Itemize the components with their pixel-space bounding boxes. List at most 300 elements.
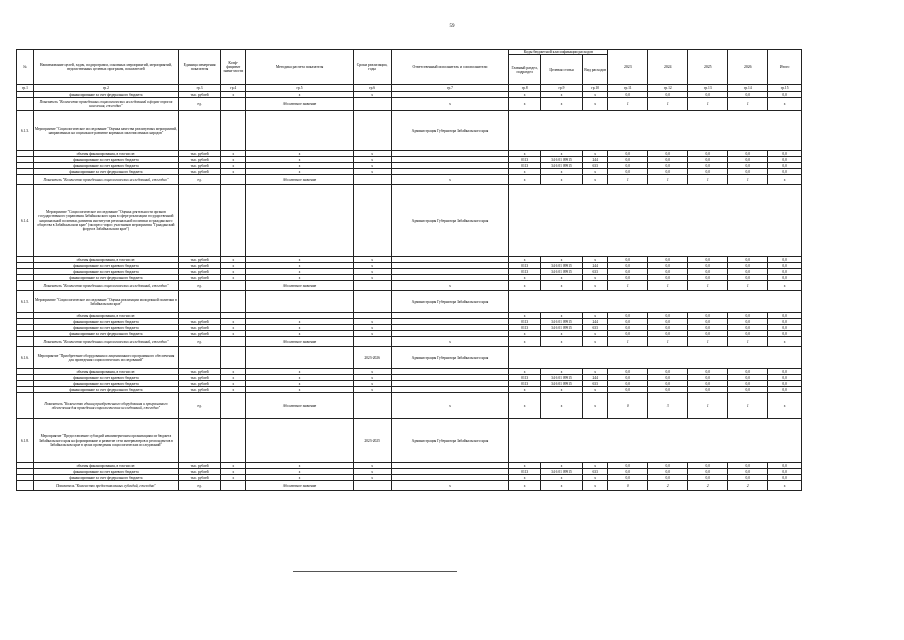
table-cell: 0,0 — [768, 369, 802, 375]
table-cell: х — [509, 275, 541, 281]
table-cell: х — [540, 313, 582, 319]
table-cell: х — [540, 257, 582, 263]
table-cell: 0,0 — [768, 375, 802, 381]
table-cell: 0,0 — [648, 275, 688, 281]
table-cell: 0,0 — [728, 475, 768, 481]
table-cell: 0,0 — [728, 331, 768, 337]
table-cell: 1 — [728, 337, 768, 347]
colnum: гр.15 — [768, 85, 802, 92]
table-cell: х — [221, 275, 246, 281]
table-cell — [246, 111, 353, 151]
indicator-label: Показатель "Количество проведенных социологических исследований, ежегодно" — [33, 337, 178, 347]
measure-row — [17, 419, 802, 463]
table-cell — [17, 337, 34, 347]
colnum: гр.3 — [179, 85, 221, 92]
table-cell — [17, 175, 34, 185]
table-cell: х — [246, 325, 353, 331]
table-cell: 0,0 — [608, 257, 648, 263]
table-cell: х — [583, 169, 608, 175]
table-cell: 0,0 — [648, 331, 688, 337]
table-cell: 34 6 01 09915 — [540, 269, 582, 275]
table-cell: х — [246, 319, 353, 325]
table-cell: х — [221, 325, 246, 331]
table-cell: 1 — [608, 337, 648, 347]
table-cell: тыс. рублей — [179, 275, 221, 281]
table-cell: 34 6 01 09915 — [540, 319, 582, 325]
table-cell: тыс. рублей — [179, 469, 221, 475]
table-cell: 244 — [583, 375, 608, 381]
table-cell: х — [221, 463, 246, 469]
table-cell: х — [221, 157, 246, 163]
table-cell: х — [583, 475, 608, 481]
table-cell: х — [353, 263, 391, 269]
table-cell: х — [391, 337, 509, 347]
measure-num: 6.1.5. — [17, 291, 34, 313]
table-cell: х — [221, 469, 246, 475]
table-cell: 0,0 — [728, 381, 768, 387]
table-cell: 0,0 — [688, 463, 728, 469]
table-cell: 0,0 — [608, 475, 648, 481]
table-cell: 1 — [728, 281, 768, 291]
indicator-row — [17, 98, 802, 111]
table-cell: 0,0 — [728, 169, 768, 175]
executor: Администрация Губернатора Забайкальского края — [391, 185, 509, 257]
table-cell: 0,0 — [768, 92, 802, 98]
table-cell: 0113 — [509, 163, 541, 169]
table-cell: х — [583, 275, 608, 281]
table-cell: х — [509, 175, 541, 185]
table-cell: х — [221, 92, 246, 98]
table-cell: х — [540, 169, 582, 175]
colnum: гр.4 — [221, 85, 246, 92]
table-cell: 1 — [608, 175, 648, 185]
table-cell: 0,0 — [688, 275, 728, 281]
indicator-label: Показатель "Количество проведенных социологических исследований, ежегодно" — [33, 281, 178, 291]
table-cell: 0,0 — [648, 263, 688, 269]
table-cell: 0,0 — [608, 375, 648, 381]
table-cell: Абсолютное значение — [246, 393, 353, 419]
footer-divider — [293, 571, 457, 572]
table-cell: тыс. рублей — [179, 163, 221, 169]
table-cell: х — [353, 381, 391, 387]
table-cell: 0,0 — [728, 163, 768, 169]
table-cell: 0,0 — [728, 157, 768, 163]
table-cell: 0,0 — [768, 387, 802, 393]
table-cell: 0,0 — [648, 257, 688, 263]
table-cell: х — [246, 387, 353, 393]
table-cell: 0,0 — [728, 257, 768, 263]
table-cell: 34 6 01 09915 — [540, 381, 582, 387]
table-cell: 633 — [583, 469, 608, 475]
table-cell: 0113 — [509, 157, 541, 163]
table-cell: 0,0 — [688, 269, 728, 275]
table-cell: х — [540, 98, 582, 111]
table-cell: объемы финансирования, в том числе: — [33, 257, 178, 263]
table-cell — [509, 347, 802, 369]
colnum: гр.12 — [648, 85, 688, 92]
table-cell: х — [353, 257, 391, 263]
table-cell: 0,0 — [728, 151, 768, 157]
table-cell: х — [391, 481, 509, 491]
table-cell: 0,0 — [608, 92, 648, 98]
table-cell — [509, 111, 802, 151]
table-cell: х — [540, 337, 582, 347]
table-cell: х — [509, 393, 541, 419]
table-cell: х — [221, 369, 246, 375]
table-cell: х — [583, 281, 608, 291]
table-cell: 0,0 — [648, 151, 688, 157]
table-cell: финансирование за счет федерального бюджета — [33, 169, 178, 175]
table-cell: х — [246, 257, 353, 263]
table-cell: 0,0 — [648, 475, 688, 481]
table-cell — [17, 393, 34, 419]
table-cell: х — [583, 337, 608, 347]
table-cell: ед. — [179, 337, 221, 347]
table-cell: х — [540, 475, 582, 481]
table-cell: 0,0 — [608, 319, 648, 325]
table-cell: ед. — [179, 393, 221, 419]
table-cell: х — [768, 481, 802, 491]
header-2026: 2026 — [728, 50, 768, 85]
measure-num: 6.1.8. — [17, 419, 34, 463]
measure-terms: 2023-2025 — [353, 419, 391, 463]
table-cell — [353, 111, 391, 151]
header-gr-razdel: Главный раздел, подраздел — [509, 55, 541, 85]
table-cell: 633 — [583, 325, 608, 331]
table-cell: 0,0 — [728, 375, 768, 381]
table-cell: 0,0 — [728, 263, 768, 269]
table-cell: финансирование за счет федерального бюджета — [33, 475, 178, 481]
table-cell: 1 — [648, 337, 688, 347]
table-cell: тыс. рублей — [179, 325, 221, 331]
table-cell — [179, 291, 221, 313]
table-cell — [179, 419, 221, 463]
table-cell — [17, 281, 34, 291]
table-cell: 0,0 — [688, 169, 728, 175]
table-cell: 0,0 — [768, 257, 802, 263]
table-cell: 34 6 01 09915 — [540, 163, 582, 169]
table-cell: 0,0 — [688, 369, 728, 375]
table-cell: финансирование за счет федерального бюджета — [33, 331, 178, 337]
table-cell: 0,0 — [728, 369, 768, 375]
table-cell: х — [583, 331, 608, 337]
table-cell: тыс. рублей — [179, 331, 221, 337]
header-target: Целевая статья — [540, 55, 582, 85]
table-cell: х — [246, 151, 353, 157]
table-cell: 0,0 — [768, 163, 802, 169]
table-cell: х — [509, 169, 541, 175]
header-2023: 2023 — [608, 50, 648, 85]
table-cell: тыс. рублей — [179, 375, 221, 381]
table-cell: ед. — [179, 175, 221, 185]
table-cell: х — [540, 369, 582, 375]
table-cell: 0,0 — [768, 275, 802, 281]
measure-terms: 2023-2026 — [353, 347, 391, 369]
table-cell: х — [353, 92, 391, 98]
table-cell — [353, 98, 391, 111]
indicator-row — [17, 281, 802, 291]
table-cell: объемы финансирования, в том числе: — [33, 463, 178, 469]
table-cell: х — [583, 393, 608, 419]
measure-title: Мероприятие "Социологическое исследование "Оценка качества реализуемых мероприятий, направленных на социальное развитие коренных малочисленных народов" — [33, 111, 178, 151]
indicator-label: Показатель "Количество проведенных социологических исследований в форме опросов населения, ежегодно" — [33, 98, 178, 111]
table-cell: х — [246, 469, 353, 475]
table-cell: 0,0 — [608, 313, 648, 319]
indicator-row — [17, 337, 802, 347]
table-cell: х — [246, 463, 353, 469]
table-cell: 0,0 — [688, 319, 728, 325]
table-cell: 0,0 — [728, 269, 768, 275]
table-cell: финансирование за счет краевого бюджета — [33, 469, 178, 475]
table-cell: 1 — [688, 393, 728, 419]
colnum: гр.10 — [583, 85, 608, 92]
table-cell: 1 — [608, 98, 648, 111]
colnum: гр.1 — [17, 85, 34, 92]
table-cell: х — [768, 98, 802, 111]
table-cell: 0,0 — [648, 169, 688, 175]
table-cell: х — [221, 151, 246, 157]
table-cell: 0,0 — [688, 313, 728, 319]
table-cell: х — [509, 387, 541, 393]
header-unit: Единица измерения показателя — [179, 50, 221, 85]
table-cell: тыс. рублей — [179, 463, 221, 469]
table-cell: 0,0 — [768, 475, 802, 481]
table-cell — [17, 481, 34, 491]
header-executor: Ответственный исполнитель и соисполнители — [391, 50, 509, 85]
table-cell — [509, 419, 802, 463]
colnum: гр.5 — [246, 85, 353, 92]
table-cell: 1 — [648, 281, 688, 291]
table-cell: 0,0 — [768, 331, 802, 337]
table-cell: х — [540, 151, 582, 157]
table-cell: 3 — [648, 393, 688, 419]
table-cell: тыс. рублей — [179, 92, 221, 98]
table-cell: 0,0 — [728, 319, 768, 325]
table-cell: 0,0 — [688, 263, 728, 269]
table-cell — [221, 291, 246, 313]
table-cell: ед. — [179, 481, 221, 491]
header-codes-group: Коды бюджетной классификации расходов — [509, 50, 608, 55]
table-cell: 0,0 — [688, 163, 728, 169]
table-cell: х — [509, 151, 541, 157]
table-cell: 0,0 — [688, 469, 728, 475]
indicator-label: Показатель "Количество предоставленных субсидий, ежегодно" — [33, 481, 178, 491]
table-cell: 0,0 — [688, 381, 728, 387]
table-cell: 0,0 — [688, 92, 728, 98]
table-cell: х — [246, 375, 353, 381]
table-cell: х — [353, 269, 391, 275]
table-cell: 1 — [688, 175, 728, 185]
table-cell: 0113 — [509, 263, 541, 269]
table-cell: 1 — [728, 393, 768, 419]
table-cell — [246, 419, 353, 463]
table-cell: 633 — [583, 163, 608, 169]
table-cell: 1 — [648, 98, 688, 111]
table-cell: Абсолютное значение — [246, 481, 353, 491]
table-cell: х — [583, 313, 608, 319]
table-cell — [221, 419, 246, 463]
table-cell: 1 — [728, 98, 768, 111]
table-cell: х — [353, 325, 391, 331]
table-cell — [17, 98, 34, 111]
table-cell: х — [391, 98, 509, 111]
table-cell: х — [221, 169, 246, 175]
table-cell: 0,0 — [688, 375, 728, 381]
table-cell: х — [540, 331, 582, 337]
table-cell: х — [221, 257, 246, 263]
table-cell: 34 6 01 09915 — [540, 157, 582, 163]
table-cell: 0,0 — [728, 275, 768, 281]
colnum: гр.9 — [540, 85, 582, 92]
table-cell: тыс. рублей — [179, 381, 221, 387]
table-cell: х — [509, 92, 541, 98]
table-cell: 0,0 — [728, 387, 768, 393]
table-cell: Абсолютное значение — [246, 98, 353, 111]
table-cell: финансирование за счет краевого бюджета — [33, 263, 178, 269]
table-cell: х — [353, 387, 391, 393]
table-cell — [221, 185, 246, 257]
table-cell: тыс. рублей — [179, 169, 221, 175]
table-cell — [246, 185, 353, 257]
table-cell: 34 6 01 09915 — [540, 375, 582, 381]
table-cell: 0,0 — [608, 275, 648, 281]
table-cell — [221, 111, 246, 151]
table-cell: х — [221, 263, 246, 269]
table-cell: Абсолютное значение — [246, 175, 353, 185]
table-cell: 0,0 — [688, 475, 728, 481]
table-cell: тыс. рублей — [179, 263, 221, 269]
indicator-row — [17, 175, 802, 185]
table-cell: х — [391, 281, 509, 291]
table-cell: х — [540, 393, 582, 419]
table-cell — [221, 347, 246, 369]
table-cell: 0,0 — [648, 463, 688, 469]
table-cell: х — [221, 331, 246, 337]
table-cell — [246, 291, 353, 313]
measure-num: 6.1.3. — [17, 111, 34, 151]
table-cell: х — [509, 257, 541, 263]
table-cell: 1 — [608, 281, 648, 291]
table-cell: 2 — [688, 481, 728, 491]
table-cell: 0,0 — [648, 319, 688, 325]
table-cell: 0,0 — [648, 469, 688, 475]
table-cell: 0113 — [509, 319, 541, 325]
table-cell: Абсолютное значение — [246, 281, 353, 291]
executor: Администрация Губернатора Забайкальского края — [391, 291, 509, 313]
table-cell: 0,0 — [728, 463, 768, 469]
table-cell: объемы финансирования, в том числе: — [33, 151, 178, 157]
table-cell: х — [246, 263, 353, 269]
table-cell: 0 — [608, 393, 648, 419]
table-cell — [246, 347, 353, 369]
table-cell: х — [768, 281, 802, 291]
table-cell: х — [353, 151, 391, 157]
table-cell: ед. — [179, 98, 221, 111]
table-cell: х — [221, 475, 246, 481]
table-cell — [221, 281, 246, 291]
table-cell: х — [540, 481, 582, 491]
table-cell: 34 6 01 09915 — [540, 325, 582, 331]
table-cell: х — [221, 269, 246, 275]
table-cell: 2 — [648, 481, 688, 491]
table-cell: х — [583, 151, 608, 157]
table-cell — [179, 111, 221, 151]
table-cell: 0,0 — [648, 92, 688, 98]
table-cell: 0 — [608, 481, 648, 491]
table-cell: 0,0 — [608, 269, 648, 275]
table-cell: 633 — [583, 269, 608, 275]
table-cell: 0,0 — [768, 463, 802, 469]
table-cell: х — [246, 92, 353, 98]
table-cell: 0,0 — [688, 151, 728, 157]
table-cell — [353, 337, 391, 347]
table-cell: х — [246, 157, 353, 163]
table-cell: 0,0 — [608, 263, 648, 269]
executor: Администрация Губернатора Забайкальского края — [391, 347, 509, 369]
table-cell: х — [353, 163, 391, 169]
table-cell: х — [540, 463, 582, 469]
colnum: гр.13 — [688, 85, 728, 92]
table-cell: х — [509, 337, 541, 347]
executor: Администрация Губернатора Забайкальского края — [391, 419, 509, 463]
table-cell: тыс. рублей — [179, 151, 221, 157]
table-cell: х — [540, 281, 582, 291]
table-cell: финансирование за счет краевого бюджета — [33, 163, 178, 169]
table-cell: х — [221, 375, 246, 381]
table-cell: тыс. рублей — [179, 257, 221, 263]
table-cell: х — [583, 369, 608, 375]
table-cell: 0,0 — [768, 313, 802, 319]
table-cell: х — [353, 369, 391, 375]
table-cell — [221, 481, 246, 491]
table-cell — [353, 175, 391, 185]
table-cell — [179, 185, 221, 257]
table-cell: 0,0 — [768, 169, 802, 175]
table-cell — [353, 185, 391, 257]
table-cell: тыс. рублей — [179, 157, 221, 163]
table-cell: х — [246, 381, 353, 387]
table-cell: финансирование за счет краевого бюджета — [33, 269, 178, 275]
table-cell — [179, 347, 221, 369]
table-cell: 0,0 — [768, 263, 802, 269]
table-cell: тыс. рублей — [179, 319, 221, 325]
table-cell: х — [509, 463, 541, 469]
table-cell: х — [509, 369, 541, 375]
table-cell: 0,0 — [608, 163, 648, 169]
indicator-row — [17, 481, 802, 491]
table-cell: х — [509, 475, 541, 481]
table-cell: х — [509, 313, 541, 319]
table-cell: 0,0 — [728, 92, 768, 98]
table-cell: 0,0 — [688, 325, 728, 331]
table-cell: х — [583, 257, 608, 263]
header-row-1 — [17, 50, 802, 55]
table-cell: Абсолютное значение — [246, 337, 353, 347]
table-cell: х — [509, 98, 541, 111]
table-cell — [353, 393, 391, 419]
table-cell: 0,0 — [768, 151, 802, 157]
table-cell: х — [246, 275, 353, 281]
table-cell: 0,0 — [648, 313, 688, 319]
header-2025: 2025 — [688, 50, 728, 85]
table-cell: ед. — [179, 281, 221, 291]
table-cell: тыс. рублей — [179, 387, 221, 393]
table-cell: 0113 — [509, 269, 541, 275]
table-cell: 0,0 — [768, 381, 802, 387]
header-name: Наименование целей, задач, подпрограмм, основных мероприятий, мероприятий, ведомственных целевых программ, показателей — [33, 50, 178, 85]
header-num: № — [17, 50, 34, 85]
table-cell: х — [353, 475, 391, 481]
